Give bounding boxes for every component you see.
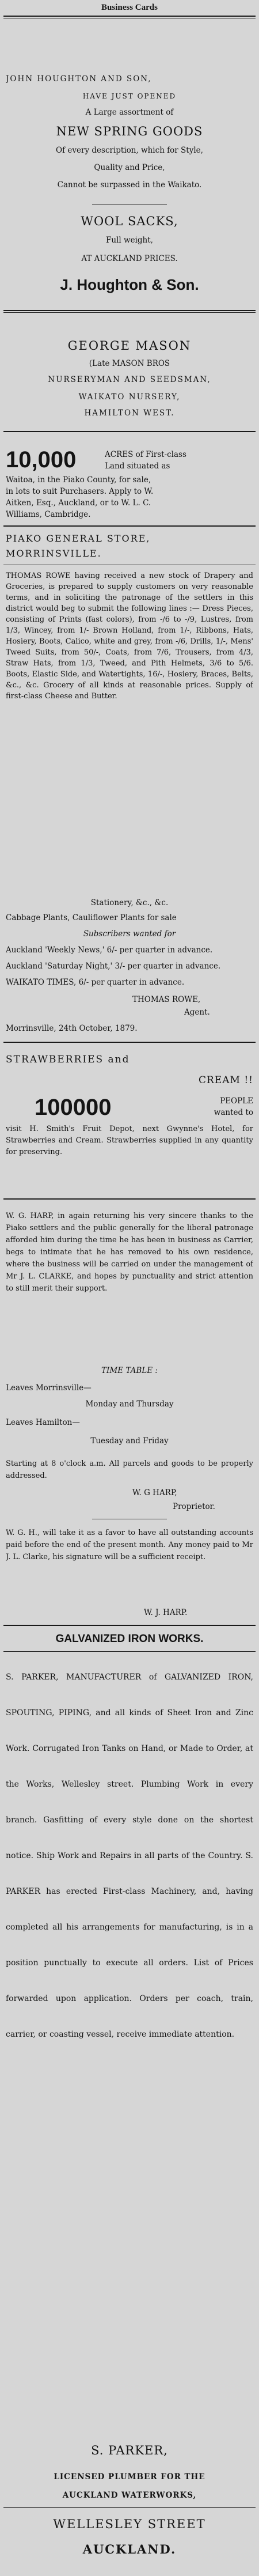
divider: [3, 1651, 256, 1652]
piako-subscribers: Subscribers wanted for: [83, 929, 176, 939]
harp-signer: W. G HARP,: [132, 1488, 177, 1497]
houghton-signature: J. Houghton & Son.: [60, 276, 199, 293]
piako-saturday: Auckland 'Saturday Night,' 3/- per quarter in advance.: [6, 962, 221, 971]
houghton-desc2: Quality and Price,: [94, 163, 165, 172]
acres-line5: Aitken, Esq., Auckland, or to W. L. C.: [6, 498, 151, 508]
divider: [3, 1198, 256, 1200]
acres-line1: ACRES of First-class: [105, 450, 186, 459]
harp-notice: W. G. H., will take it as a favor to have all outstanding accounts paid before the end of the present month. Any money paid to Mr J. L. Clarke, his signature will be a sufficient receipt.: [6, 1529, 253, 1561]
piako-waikato: WAIKATO TIMES, 6/- per quarter in advance.: [6, 978, 185, 987]
harp-role: Proprietor.: [173, 1502, 215, 1511]
acres-number: 10,000: [6, 447, 77, 472]
iron-street: WELLESLEY STREET: [53, 2517, 206, 2531]
divider: [3, 431, 256, 432]
mason-late: (Late MASON BROS: [89, 359, 170, 368]
houghton-name: JOHN HOUGHTON AND SON,: [6, 74, 152, 84]
acres-line3: Waitoa, in the Piako County, for sale,: [6, 475, 151, 485]
acres-line4: in lots to suit Purchasers. Apply to W.: [6, 487, 154, 496]
iron-signer: S. PARKER,: [91, 2443, 168, 2457]
acres-line2: Land situated as: [105, 462, 170, 471]
houghton-desc3: Cannot be surpassed in the Waikato.: [57, 180, 202, 190]
piako-agent: Agent.: [184, 1008, 210, 1017]
strawberries-wanted: wanted to: [214, 1108, 253, 1117]
divider: [3, 525, 256, 527]
strawberries-people: PEOPLE: [220, 1096, 253, 1106]
iron-licensed: LICENSED PLUMBER FOR THE: [54, 2472, 205, 2482]
iron-city: AUCKLAND.: [82, 2542, 177, 2556]
harp-leaves-hamilton: Leaves Hamilton—: [6, 1418, 80, 1427]
houghton-weight: Full weight,: [106, 236, 153, 245]
acres-line6: Williams, Cambridge.: [6, 510, 91, 519]
piako-title1: PIAKO GENERAL STORE,: [6, 534, 151, 544]
harp-starting: Starting at 8 o'clock a.m. All parcels and goods to be properly addressed.: [6, 1459, 253, 1480]
divider: [3, 1042, 256, 1043]
mason-trade: NURSERYMAN AND SEEDSMAN,: [48, 375, 211, 384]
divider: [3, 2507, 256, 2508]
harp-leaves-morrinsville: Leaves Morrinsville—: [6, 1383, 92, 1393]
harp-body: W. G. HARP, in again returning his very sincere thanks to the Piako settlers and the public generally for the liberal patronage afforded him during the time he has been in business as Carrier, begs to intimate that he has removed to his own residence, where the business will be carried on under the management of Mr J. L. CLARKE, and hopes by punctuality and strict attention to still merit their support.: [6, 1212, 253, 1293]
iron-title: GALVANIZED IRON WORKS.: [55, 1633, 204, 1645]
strawberries-number: 100000: [35, 1095, 112, 1120]
iron-waterworks: AUCKLAND WATERWORKS,: [62, 2491, 197, 2500]
harp-days2: Tuesday and Friday: [90, 1436, 169, 1446]
piako-body: THOMAS ROWE having received a new stock of Drapery and Groceries, is prepared to supply customers on very reasonable terms, and in soliciting the patronage of the settlers in this district would beg to submit the following lines :— Dress Pieces, consisting of Prints (fast colors), from -/6 to -/9, Lustres, from 1/3, Wincey, from 1/- Brown Holland, from 1/-, Ribbons, Hats, Hosiery, Boots, Calico, white and grey, from -/6, Drills, 1/-, Mens' Tweed Suits, from 50/-, Coats, from 7/6, Trousers, from 4/3, Straw Hats, from 1/3, Tweed, and Pith Helmets, 3/6 to 5/6. Boots, Elastic Side, and Watertights, 16/-, Hosiery, Braces, Belts, &c., &c. Grocery of all kinds at reasonable prices. Supply of first-class Cheese and Butter.: [6, 572, 253, 701]
houghton-assortment: A Large assortment of: [85, 108, 174, 117]
piako-cabbage: Cabbage Plants, Cauliflower Plants for sale: [6, 913, 177, 922]
divider: [3, 312, 256, 313]
harp-days1: Monday and Thursday: [85, 1399, 174, 1409]
mason-nursery: WAIKATO NURSERY,: [78, 392, 181, 402]
houghton-opened: HAVE JUST OPENED: [82, 92, 177, 100]
piako-title2: MORRINSVILLE.: [6, 549, 102, 559]
mason-place: HAMILTON WEST.: [84, 408, 175, 418]
divider: [3, 310, 256, 311]
mason-name: GEORGE MASON: [67, 339, 192, 353]
harp-signer2: W. J. HARP.: [144, 1608, 188, 1617]
strawberries-title: STRAWBERRIES and: [6, 1054, 130, 1065]
iron-body: S. PARKER, MANUFACTURER of GALVANIZED IRON, SPOUTING, PIPING, and all kinds of Sheet Iron and Zinc Work. Corrugated Iron Tanks on Hand, or Made to Order, at the Works, Wellesley street. Plumbing Work in every branch. Gasfitting of every style done on the shortest notice. Ship Work and Repairs in all parts of the Country. S. PARKER has erected First-class Machinery, and, having completed all his arrangements for manufacturing, is in a position punctually to execute all orders. List of Prices forwarded upon application. Orders per coach, train, carrier, or coasting vessel, receive immediate attention.: [6, 1673, 253, 2039]
strawberries-body: visit H. Smith's Fruit Depot, next Gwynne's Hotel, for Strawberries and Cream. Strawberries supplied in any quantity for preserving.: [6, 1125, 253, 1156]
strawberries-cream: CREAM !!: [199, 1075, 253, 1085]
houghton-goods: NEW SPRING GOODS: [56, 124, 203, 138]
houghton-desc1: Of every description, which for Style,: [56, 146, 203, 155]
houghton-prices: AT AUCKLAND PRICES.: [81, 254, 178, 263]
page-header: Business Cards: [101, 3, 158, 12]
divider: [3, 1625, 256, 1626]
houghton-wool: WOOL SACKS,: [81, 214, 178, 228]
harp-timetable: TIME TABLE :: [101, 1366, 158, 1375]
piako-weekly: Auckland 'Weekly News,' 6/- per quarter in advance.: [6, 945, 213, 955]
piako-date: Morrinsville, 24th October, 1879.: [6, 1024, 138, 1033]
divider: [3, 16, 256, 17]
piako-signer: THOMAS ROWE,: [132, 995, 201, 1004]
piako-stationery: Stationery, &c., &c.: [90, 898, 169, 907]
